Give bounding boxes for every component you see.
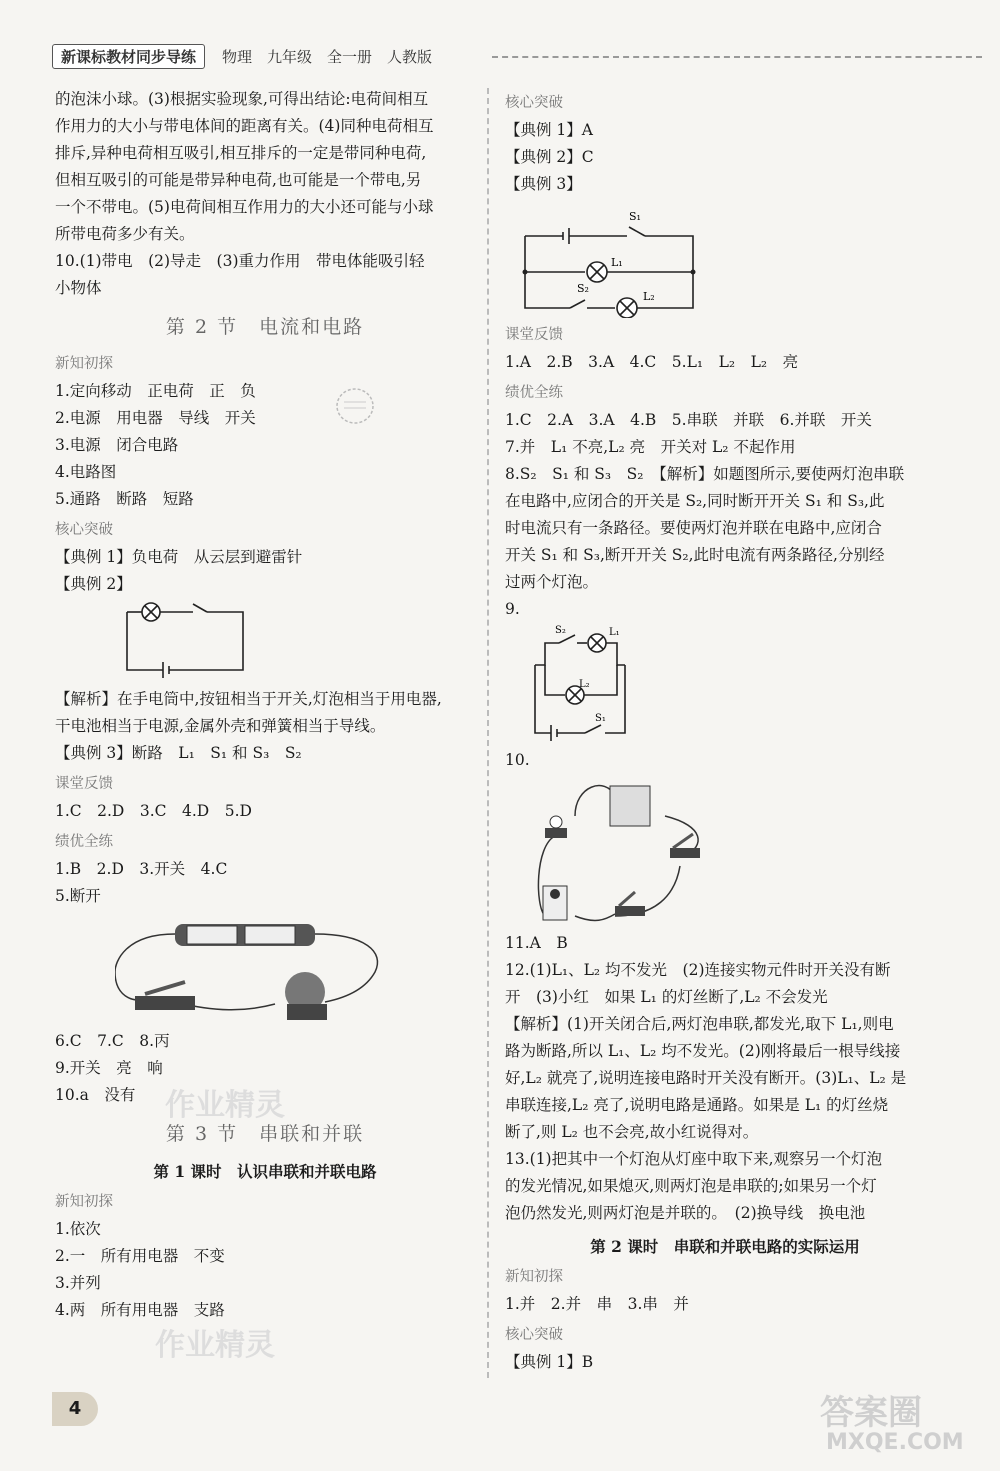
watermark-corner: 答案圈 (820, 1393, 922, 1433)
physical-circuit-battery-switch-fan (115, 912, 395, 1024)
answer-line: 5.断开 (55, 887, 101, 905)
answer-line: 2.电源 用电器 导线 开关 (55, 409, 256, 427)
answer-line: 【典例 3】断路 L₁ S₁ 和 S₃ S₂ (55, 744, 302, 762)
answer-line: 作用力的大小与带电体间的距离有关。(4)同种电荷相互 (55, 117, 434, 135)
answer-line: 3.电源 闭合电路 (55, 436, 179, 454)
watermark-bottom: 作业精灵 (155, 1328, 275, 1363)
answer-line: 8.S₂ S₁ 和 S₃ S₂ 【解析】如题图所示,要使两灯泡串联 (505, 465, 905, 483)
section-label: 课堂反馈 (55, 776, 113, 792)
section-label: 核心突破 (505, 95, 563, 111)
answer-line: 路为断路,所以 L₁、L₂ 均不发光。(2)刚将最后一根导线接 (505, 1042, 901, 1060)
answer-line: 【解析】在手电筒中,按钮相当于开关,灯泡相当于用电器, (55, 690, 442, 708)
answer-line: 串联连接,L₂ 亮了,说明电路是通路。如果是 L₁ 的灯丝烧 (505, 1096, 889, 1114)
answer-line: 1.C 2.D 3.C 4.D 5.D (55, 802, 252, 820)
circuit-diagram-item-9 (515, 625, 645, 743)
answer-line: 6.C 7.C 8.丙 (55, 1032, 170, 1050)
label-l2: L₂ (643, 290, 655, 303)
answer-line: 10. (505, 751, 530, 769)
answer-line: 1.B 2.D 3.开关 4.C (55, 860, 228, 878)
book-series-tag: 新课标教材同步导练 (52, 44, 205, 69)
answer-line: 10.(1)带电 (2)导走 (3)重力作用 带电体能吸引轻 (55, 252, 425, 270)
label-l1: L₁ (609, 627, 620, 638)
answer-line: 12.(1)L₁、L₂ 均不发光 (2)连接实物元件时开关没有断 (505, 961, 891, 979)
circuit-diagram-lamp-switch (115, 600, 275, 682)
stamp-icon (334, 386, 376, 426)
answer-line: 9.开关 亮 响 (55, 1059, 163, 1077)
section-heading: 第 1 课时 认识串联和并联电路 (153, 1162, 377, 1181)
answer-line: 2.一 所有用电器 不变 (55, 1247, 225, 1265)
answer-line: 开关 S₁ 和 S₃,断开开关 S₂,此时电流有两条路径,分别经 (505, 546, 885, 564)
answer-line: 泡仍然发光,则两灯泡是并联的。 (2)换导线 换电池 (505, 1204, 866, 1222)
section-heading: 第 2 节 电流和电路 (165, 316, 365, 338)
answer-line: 干电池相当于电源,金属外壳和弹簧相当于导线。 (55, 717, 386, 735)
section-label: 绩优全练 (505, 385, 563, 401)
answer-line: 【解析】(1)开关闭合后,两灯泡串联,都发光,取下 L₁,则电 (505, 1015, 894, 1033)
answer-line: 所带电荷多少有关。 (55, 225, 195, 243)
section-label: 新知初探 (505, 1269, 563, 1285)
answer-line: 【典例 1】A (505, 121, 593, 139)
answer-line: 过两个灯泡。 (505, 573, 599, 591)
answer-line: 3.并列 (55, 1274, 101, 1292)
answer-line: 【典例 2】 (55, 575, 132, 593)
answer-line: 时电流只有一条路径。要使两灯泡并联在电路中,应闭合 (505, 519, 882, 537)
header-dashed-line (492, 56, 982, 58)
answer-line: 1.依次 (55, 1220, 101, 1238)
answer-line: 1.C 2.A 3.A 4.B 5.串联 并联 6.并联 开关 (505, 411, 872, 429)
answer-line: 5.通路 断路 短路 (55, 490, 194, 508)
label-s2: S₂ (577, 282, 589, 295)
answer-line: 【典例 3】 (505, 175, 582, 193)
answer-line: 1.并 2.并 串 3.串 并 (505, 1295, 689, 1313)
section-heading: 第 2 课时 串联和并联电路的实际运用 (590, 1237, 860, 1256)
section-label: 核心突破 (55, 522, 113, 538)
answer-line: 一个不带电。(5)电荷间相互作用力的大小还可能与小球 (55, 198, 434, 216)
answer-line: 4.电路图 (55, 463, 117, 481)
answer-line: 的泡沫小球。(3)根据实验现象,可得出结论:电荷间相互 (55, 90, 429, 108)
page-number: 4 (52, 1392, 98, 1426)
section-label: 核心突破 (505, 1327, 563, 1343)
label-s1: S₁ (629, 210, 641, 223)
right-column (505, 86, 945, 1376)
label-s2: S₂ (555, 625, 566, 636)
left-column (55, 86, 475, 1324)
answer-line: 13.(1)把其中一个灯泡从灯座中取下来,观察另一个灯泡 (505, 1150, 883, 1168)
physical-circuit-item-10 (515, 776, 715, 926)
answer-line: 9. (505, 600, 520, 618)
book-subtitle: 物理 九年级 全一册 人教版 (222, 48, 433, 66)
circuit-diagram-two-lamps-switches (515, 200, 715, 318)
answer-line: 10.a 没有 (55, 1086, 136, 1104)
answer-line: 小物体 (55, 279, 102, 297)
answer-line: 排斥,异种电荷相互吸引,相互排斥的一定是带同种电荷, (55, 144, 427, 162)
section-label: 课堂反馈 (505, 327, 563, 343)
section-label: 新知初探 (55, 356, 113, 372)
answer-line: 的发光情况,如果熄灭,则两灯泡是串联的;如果另一个灯 (505, 1177, 877, 1195)
answer-line: 断了,则 L₂ 也不会亮,故小红说得对。 (505, 1123, 759, 1141)
page-header (52, 44, 972, 68)
answer-line: 11.A B (505, 934, 568, 952)
answer-line: 【典例 1】B (505, 1353, 594, 1371)
column-divider (487, 88, 489, 1378)
answer-line: 1.A 2.B 3.A 4.C 5.L₁ L₂ L₂ 亮 (505, 353, 799, 371)
label-s1: S₁ (595, 713, 606, 724)
answer-line: 【典例 1】负电荷 从云层到避雷针 (55, 548, 303, 566)
watermark-url: MXQE.COM (826, 1430, 964, 1455)
answer-line: 好,L₂ 就亮了,说明连接电路时开关没有断开。(3)L₁、L₂ 是 (505, 1069, 907, 1087)
answer-line: 在电路中,应闭合的开关是 S₂,同时断开开关 S₁ 和 S₃,此 (505, 492, 885, 510)
answer-line: 1.定向移动 正电荷 正 负 (55, 382, 256, 400)
answer-line: 【典例 2】C (505, 148, 594, 166)
section-heading: 第 3 节 串联和并联 (165, 1123, 365, 1145)
label-l1: L₁ (611, 256, 623, 269)
answer-line: 开 (3)小红 如果 L₁ 的灯丝断了,L₂ 不会发光 (505, 988, 828, 1006)
answer-line: 但相互吸引的可能是带异种电荷,也可能是一个带电,另 (55, 171, 422, 189)
section-label: 绩优全练 (55, 834, 113, 850)
answer-line: 7.并 L₁ 不亮,L₂ 亮 开关对 L₂ 不起作用 (505, 438, 796, 456)
label-l2: L₂ (579, 679, 590, 690)
answer-line: 4.两 所有用电器 支路 (55, 1301, 225, 1319)
watermark-top: 作业精灵 (165, 1088, 285, 1123)
section-label: 新知初探 (55, 1194, 113, 1210)
